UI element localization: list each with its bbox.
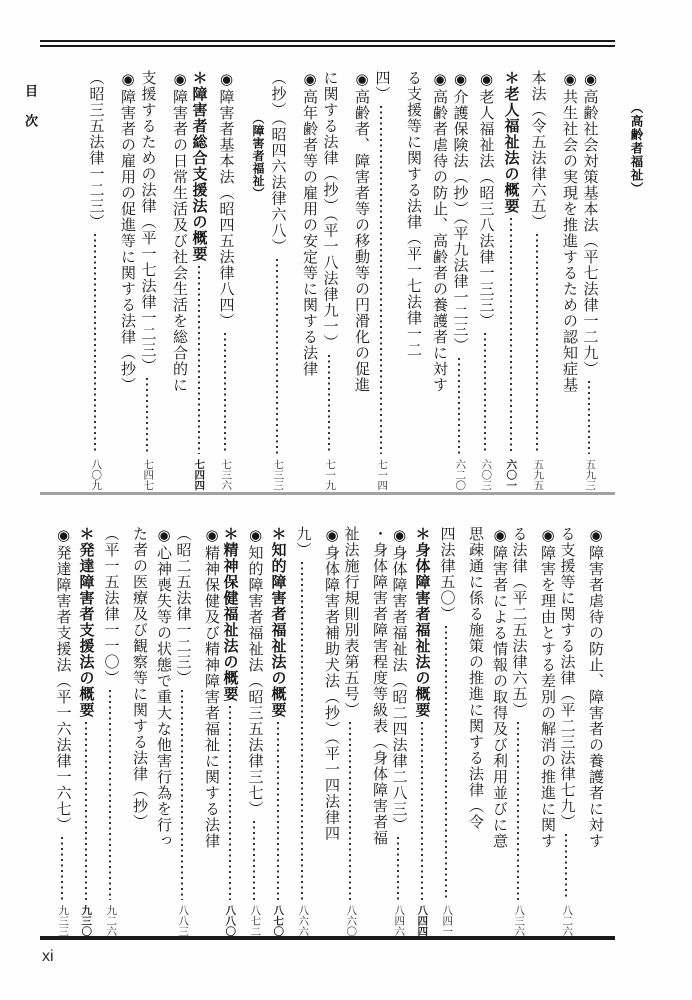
law-fisheye-bullet-icon: ◉ bbox=[539, 526, 555, 545]
entry-line bbox=[554, 526, 578, 936]
dot-leader bbox=[380, 106, 382, 454]
entry-line bbox=[264, 70, 290, 490]
entry-title: ◉介護保険法（抄）（平九法律一二三） bbox=[451, 70, 468, 354]
entry-line bbox=[498, 70, 524, 490]
toc-entry bbox=[576, 70, 602, 490]
overview-asterisk-icon: ＊ bbox=[221, 526, 239, 542]
law-fisheye-bullet-icon: ◉ bbox=[581, 70, 598, 89]
entry-page-number: 八三六 bbox=[513, 904, 525, 936]
sub-item-dot-icon: ・ bbox=[371, 526, 387, 542]
entry-line bbox=[434, 526, 458, 936]
entry-line bbox=[420, 70, 446, 490]
entry-line bbox=[386, 526, 410, 936]
entry-title-continuation: る法律（平二五法律六五） bbox=[510, 526, 527, 718]
entry-line bbox=[194, 526, 218, 936]
entry-page-number: 八七〇 bbox=[272, 904, 285, 936]
dot-leader bbox=[458, 358, 460, 454]
entry-line bbox=[290, 526, 314, 936]
entry-line bbox=[472, 70, 498, 490]
folio-page-number: xi bbox=[42, 948, 54, 965]
entry-page-number: 七一四 bbox=[376, 458, 388, 490]
law-fisheye-bullet-icon: ◉ bbox=[246, 526, 263, 545]
entry-title: ◉障害者の日常生活及び社会生活を総合的に bbox=[171, 70, 187, 393]
dot-leader bbox=[224, 333, 226, 454]
section-header: （障害者福祉） bbox=[251, 112, 265, 200]
dot-leader bbox=[536, 234, 538, 454]
toc-entry bbox=[446, 70, 472, 490]
entry-line bbox=[170, 526, 194, 936]
toc-entry bbox=[134, 70, 186, 490]
dot-leader bbox=[61, 837, 63, 900]
dot-leader bbox=[94, 234, 96, 454]
dot-leader bbox=[445, 626, 447, 900]
dot-leader bbox=[510, 218, 512, 454]
law-fisheye-bullet-icon: ◉ bbox=[561, 70, 577, 89]
entry-line bbox=[160, 70, 186, 490]
dot-leader bbox=[277, 722, 279, 900]
toc-entry bbox=[266, 526, 290, 936]
toc-entry bbox=[264, 70, 316, 490]
entry-title: ◉障害者による情報の取得及び利用並びに意 bbox=[491, 526, 507, 849]
toc-entry bbox=[316, 70, 368, 490]
dot-leader bbox=[276, 259, 278, 454]
entry-line bbox=[98, 526, 122, 936]
law-fisheye-bullet-icon: ◉ bbox=[54, 526, 71, 545]
entry-page-number: 七三六 bbox=[220, 458, 232, 490]
entry-page-number: 八六〇 bbox=[345, 904, 357, 936]
toc-entry bbox=[98, 526, 170, 936]
entry-page-number: 五九五 bbox=[532, 458, 544, 490]
entry-line bbox=[446, 70, 472, 490]
entry-line bbox=[524, 70, 550, 490]
entry-page-number: 六二〇 bbox=[454, 458, 466, 490]
entry-line bbox=[134, 70, 160, 490]
dot-leader bbox=[253, 821, 255, 900]
entry-page-number: 八八〇 bbox=[224, 904, 237, 936]
law-fisheye-bullet-icon: ◉ bbox=[587, 526, 603, 545]
dot-leader bbox=[181, 690, 183, 900]
entry-line bbox=[362, 526, 386, 936]
toc-entry bbox=[434, 526, 506, 936]
entry-title: ◉障害者虐待の防止、障害者の養護者に対す bbox=[587, 526, 603, 849]
entry-title-continuation: に関する法律（抄）（平一八法律九一） bbox=[321, 70, 338, 351]
entry-line bbox=[122, 526, 146, 936]
entry-line bbox=[458, 526, 482, 936]
entry-title: ◉高齢社会対策基本法（平七法律一二九） bbox=[581, 70, 598, 377]
toc-entry bbox=[82, 70, 134, 490]
entry-title-continuation: 九） bbox=[294, 526, 311, 558]
entry-page-number: 八二六 bbox=[561, 904, 573, 936]
entry-title: ＊障害者総合支援法の概要 bbox=[190, 70, 208, 262]
toc-entry bbox=[554, 526, 602, 936]
entry-line bbox=[82, 70, 108, 490]
dot-leader bbox=[397, 837, 399, 900]
entry-title: ◉共生社会の実現を推進するための認知症基 bbox=[561, 70, 577, 393]
entry-line bbox=[314, 526, 338, 936]
toc-entry bbox=[218, 526, 242, 936]
dot-leader bbox=[328, 355, 330, 454]
entry-line bbox=[550, 70, 576, 490]
toc-entry bbox=[410, 526, 434, 936]
entry-title: ◉心神喪失等の状態で重大な他害行為を行っ bbox=[155, 526, 171, 849]
entry-page-number: 九三三 bbox=[57, 904, 69, 936]
top-double-rule bbox=[40, 40, 615, 47]
entry-title: ◉精神保健及び精神障害者福祉に関する法律 bbox=[203, 526, 219, 849]
law-fisheye-bullet-icon: ◉ bbox=[477, 70, 494, 89]
entry-title: ◉知的障害者福祉法（昭三五法律三七） bbox=[246, 526, 263, 817]
toc-entry bbox=[74, 526, 98, 936]
entry-title: ＊老人福祉法の概要 bbox=[502, 70, 520, 214]
entry-title-continuation: た者の医療及び観察等に関する法律（抄） bbox=[131, 526, 147, 830]
entry-line bbox=[212, 70, 238, 490]
toc-entry bbox=[386, 526, 410, 936]
dot-leader bbox=[109, 690, 111, 900]
entry-line bbox=[186, 70, 212, 490]
entry-title: ＊発達障害者支援法の概要 bbox=[77, 526, 95, 718]
entry-title: ◉障害を理由とする差別の解消の推進に関す bbox=[539, 526, 555, 849]
entry-line bbox=[410, 526, 434, 936]
entry-title: ◉障害者基本法（昭四五法律八四） bbox=[217, 70, 234, 329]
entry-line bbox=[146, 526, 170, 936]
toc-entry bbox=[472, 70, 498, 490]
dot-leader bbox=[349, 722, 351, 900]
entry-title: ◉障害者の雇用の促進等に関する法律（抄） bbox=[119, 70, 135, 393]
entry-title-continuation: （抄）（昭四六法律六八） bbox=[269, 70, 286, 255]
law-fisheye-bullet-icon: ◉ bbox=[431, 70, 447, 89]
law-fisheye-bullet-icon: ◉ bbox=[119, 70, 135, 89]
entry-title: ◉高齢者、障害者等の移動等の円滑化の促進 bbox=[353, 70, 369, 393]
band-divider-rule bbox=[40, 492, 615, 495]
law-fisheye-bullet-icon: ◉ bbox=[171, 70, 187, 89]
law-fisheye-bullet-icon: ◉ bbox=[323, 526, 339, 545]
entry-page-number: 五九三 bbox=[584, 458, 596, 490]
dot-leader bbox=[146, 378, 148, 454]
toc-entry bbox=[290, 526, 338, 936]
dot-leader bbox=[484, 333, 486, 454]
entry-line bbox=[482, 526, 506, 936]
entry-line bbox=[576, 70, 602, 490]
toc-entry bbox=[338, 526, 386, 936]
dot-leader bbox=[421, 722, 423, 900]
entry-title-continuation: 四法律五〇） bbox=[438, 526, 455, 622]
entry-page-number: 九二六 bbox=[105, 904, 117, 936]
toc-entry bbox=[368, 70, 446, 490]
entry-line bbox=[338, 526, 362, 936]
entry-page-number: 九三〇 bbox=[80, 904, 93, 936]
toc-margin-label: 目次 bbox=[23, 84, 38, 144]
entry-page-number: 八〇九 bbox=[90, 458, 102, 490]
entry-line bbox=[290, 70, 316, 490]
entry-title-continuation: る支援等に関する法律（平二三法律七九） bbox=[558, 526, 575, 830]
entry-title-continuation: る支援等に関する法律（平一七法律一二 bbox=[405, 70, 421, 358]
toc-entry bbox=[170, 526, 218, 936]
toc-entry bbox=[524, 70, 576, 490]
entry-title: ◉身体障害者補助犬法（抄）（平一四法律四 bbox=[323, 526, 339, 842]
entry-title-continuation: 祉法施行規則別表第五号） bbox=[342, 526, 359, 718]
entry-title: ◉高年齢者等の雇用の安定等に関する法律 bbox=[301, 70, 317, 377]
toc-band-upper bbox=[56, 70, 602, 490]
overview-asterisk-icon: ＊ bbox=[190, 70, 208, 86]
overview-asterisk-icon: ＊ bbox=[269, 526, 287, 542]
dot-leader bbox=[588, 381, 590, 454]
entry-page-number: 八四六 bbox=[393, 904, 405, 936]
overview-asterisk-icon: ＊ bbox=[77, 526, 95, 542]
dot-leader bbox=[517, 722, 519, 900]
toc-entry bbox=[186, 70, 212, 490]
entry-title-continuation: 四） bbox=[373, 70, 390, 102]
law-fisheye-bullet-icon: ◉ bbox=[217, 70, 234, 89]
dot-leader bbox=[229, 706, 231, 900]
entry-page-number: 七四七 bbox=[142, 458, 154, 490]
entry-page-number: 八八三 bbox=[177, 904, 189, 936]
toc-entry bbox=[498, 70, 524, 490]
entry-page-number: 八六六 bbox=[297, 904, 309, 936]
overview-asterisk-icon: ＊ bbox=[413, 526, 431, 542]
entry-title: ◉発達障害者支援法（平一六法律一六七） bbox=[54, 526, 71, 833]
entry-title-continuation: 支援するための法律（平一七法律一二三） bbox=[139, 70, 156, 374]
entry-title-continuation: 本法（令五法律六五） bbox=[529, 70, 546, 230]
law-fisheye-bullet-icon: ◉ bbox=[491, 526, 507, 545]
entry-title-continuation: （昭二五法律一二三） bbox=[174, 526, 191, 686]
entry-page-number: 六〇一 bbox=[505, 458, 518, 490]
entry-line bbox=[530, 526, 554, 936]
entry-line bbox=[316, 70, 342, 490]
toc-entry bbox=[506, 526, 554, 936]
entry-line bbox=[74, 526, 98, 936]
toc-entry bbox=[50, 526, 74, 936]
entry-title: ＊精神保健福祉法の概要 bbox=[221, 526, 239, 702]
toc-entry bbox=[242, 526, 266, 936]
dot-leader bbox=[85, 722, 87, 900]
entry-title-continuation: （昭三五法律一二三） bbox=[87, 70, 104, 230]
entry-page-number: 八七二 bbox=[249, 904, 261, 936]
toc-band-lower bbox=[44, 526, 602, 936]
entry-title-continuation: （平一五法律一一〇） bbox=[102, 526, 119, 686]
entry-line bbox=[394, 70, 420, 490]
entry-line bbox=[342, 70, 368, 490]
entry-title-continuation: 思疎通に係る施策の推進に関する法律（令 bbox=[467, 526, 483, 830]
entry-line bbox=[50, 526, 74, 936]
dot-leader bbox=[198, 266, 200, 454]
dot-leader bbox=[565, 834, 567, 900]
bottom-rule bbox=[40, 936, 615, 940]
entry-line bbox=[108, 70, 134, 490]
entry-line bbox=[218, 526, 242, 936]
entry-title: ◉高齢者虐待の防止、高齢者の養護者に対す bbox=[431, 70, 447, 393]
entry-page-number: 七一九 bbox=[324, 458, 336, 490]
entry-page-number: 八四一 bbox=[441, 904, 453, 936]
entry-line bbox=[506, 526, 530, 936]
toc-entry bbox=[212, 70, 238, 490]
genre-label-elderly-welfare: （高齢者福祉） bbox=[629, 101, 643, 196]
law-fisheye-bullet-icon: ◉ bbox=[353, 70, 369, 89]
entry-line bbox=[578, 526, 602, 936]
entry-title: ＊身体障害者福祉法の概要 bbox=[413, 526, 431, 718]
entry-title: ・身体障害者障害程度等級表（身体障害者福 bbox=[371, 526, 387, 846]
law-fisheye-bullet-icon: ◉ bbox=[390, 526, 407, 545]
entry-page-number: 六〇三 bbox=[480, 458, 492, 490]
entry-title: ＊知的障害者福祉法の概要 bbox=[269, 526, 287, 718]
entry-title: ◉身体障害者福祉法（昭二四法律二八三） bbox=[390, 526, 407, 833]
law-fisheye-bullet-icon: ◉ bbox=[301, 70, 317, 89]
entry-page-number: 七三三 bbox=[272, 458, 284, 490]
entry-line bbox=[242, 526, 266, 936]
law-fisheye-bullet-icon: ◉ bbox=[203, 526, 219, 545]
entry-line bbox=[368, 70, 394, 490]
overview-asterisk-icon: ＊ bbox=[502, 70, 520, 86]
entry-page-number: 八四四 bbox=[416, 904, 429, 936]
entry-line bbox=[266, 526, 290, 936]
law-fisheye-bullet-icon: ◉ bbox=[155, 526, 171, 545]
law-fisheye-bullet-icon: ◉ bbox=[451, 70, 468, 89]
entry-page-number: 七四四 bbox=[193, 458, 206, 490]
entry-title: ◉老人福祉法（昭三八法律一三三） bbox=[477, 70, 494, 329]
dot-leader bbox=[301, 562, 303, 900]
